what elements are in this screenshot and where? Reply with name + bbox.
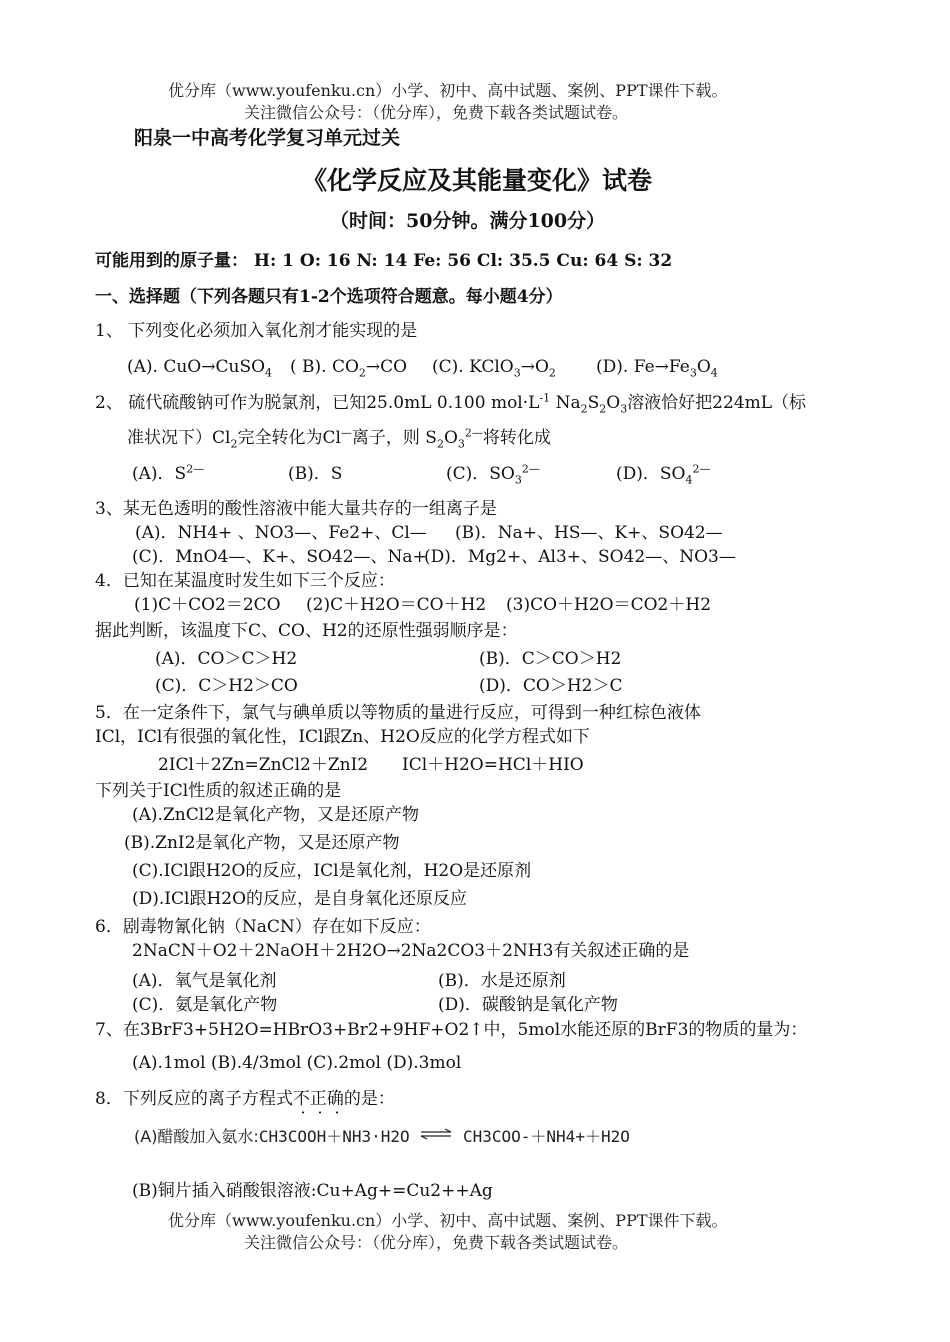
q5-stem-line-2: ICl，ICl有很强的氧化性，ICl跟Zn、H2O反应的化学方程式如下 bbox=[95, 727, 590, 747]
q5-equation-1: 2ICl＋2Zn=ZnCl2＋ZnI2 bbox=[158, 755, 369, 775]
q5-option-d: (D).ICl跟H2O的反应，是自身氧化还原反应 bbox=[132, 889, 468, 909]
q7-options: (A).1mol (B).4/3mol (C).2mol (D).3mol bbox=[132, 1053, 462, 1073]
school-title: 阳泉一中高考化学复习单元过关 bbox=[134, 127, 401, 149]
q4-option-a: (A)．CO＞C＞H2 bbox=[155, 649, 298, 669]
header-line-2: 关注微信公众号：（优分库），免费下载各类试题试卷。 bbox=[244, 103, 629, 122]
section-one-heading: 一、选择题（下列各题只有1-2个选项符合题意。每小题4分） bbox=[95, 287, 563, 307]
q4-reaction-3: (3)CO＋H2O＝CO2＋H2 bbox=[506, 595, 712, 615]
q1-option-c: (C). $KClO_3\to O_2$ bbox=[432, 357, 556, 380]
q6-option-a: (A)．氧气是氧化剂 bbox=[132, 971, 277, 991]
atomic-masses: 可能用到的原子量： H: 1 O: 16 N: 14 Fe: 56 Cl: 35.5 Cu: 64 S: 32 bbox=[95, 251, 673, 271]
q6-option-c: (C)．氨是氧化产物 bbox=[132, 995, 278, 1015]
equilibrium-arrow-icon bbox=[419, 1128, 453, 1140]
q2-option-a: (A)．$S^{2—}$ bbox=[132, 462, 205, 484]
footer-line-2: 关注微信公众号：（优分库），免费下载各类试题试卷。 bbox=[244, 1233, 629, 1252]
q8-option-a-equation: (A)醋酸加入氨水:CH3COOH＋NH3·H2O CH3COO-＋NH4+＋H2O bbox=[134, 1127, 630, 1146]
q2-stem-line-1: 2、 硫代硫酸钠可作为脱氯剂，已知25.0mL 0.100 $mol\cdot L^{-1}$ $Na_2S_2O_3$溶液恰好把224mL（标 bbox=[95, 391, 807, 416]
q1-stem: 1、 下列变化必须加入氧化剂才能实现的是 bbox=[95, 321, 418, 341]
exam-title: 《化学反应及其能量变化》试卷 bbox=[302, 166, 653, 195]
q1-option-b: ( B). $CO_2\to CO$ bbox=[290, 357, 408, 380]
q3-stem: 3、某无色透明的酸性溶液中能大量共存的一组离子是 bbox=[95, 499, 497, 519]
q3-option-b: (B)．Na+、HS—、K+、SO42— bbox=[455, 523, 723, 543]
exam-time: （时间：50分钟。满分100分） bbox=[330, 210, 606, 232]
q2-option-d: (D)．$SO_4^{2—}$ bbox=[616, 462, 711, 487]
q2-stem-line-2: 准状况下）$Cl_2$完全转化为Cl—离子，则 $S_2O_3^{2—}$将转化成 bbox=[127, 426, 551, 451]
q5-option-a: (A).ZnCl2是氧化产物，又是还原产物 bbox=[132, 805, 419, 825]
footer-line-1: 优分库（www.youfenku.cn）小学、初中、高中试题、案例、PPT课件下载。 bbox=[168, 1211, 728, 1230]
header-line-1: 优分库（www.youfenku.cn）小学、初中、高中试题、案例、PPT课件下载。 bbox=[168, 81, 728, 100]
q4-option-d: (D)．CO＞H2＞C bbox=[479, 676, 623, 696]
q2-option-b: (B)．S bbox=[288, 464, 343, 484]
q7-stem: 7、在3BrF3+5H2O=HBrO3+Br2+9HF+O2↑中，5mol水能还原的BrF3的物质的量为： bbox=[95, 1020, 808, 1040]
q3-option-a: (A)．NH4+ 、NO3—、Fe2+、Cl— bbox=[135, 523, 427, 543]
q6-option-b: (B)．水是还原剂 bbox=[438, 971, 566, 991]
q4-option-b: (B)．C＞CO＞H2 bbox=[479, 649, 622, 669]
q3-option-c: (C)．MnO4—、K+、SO42—、Na+ bbox=[132, 547, 427, 567]
q6-equation: 2NaCN＋O2＋2NaOH＋2H2O→2Na2CO3＋2NH3有关叙述正确的是 bbox=[132, 941, 690, 961]
q5-stem-line-1: 5．在一定条件下，氯气与碘单质以等物质的量进行反应，可得到一种红棕色液体 bbox=[95, 703, 701, 723]
q8-stem: 8．下列反应的离子方程式不正确的是： bbox=[95, 1089, 395, 1109]
q4-reaction-2: (2)C＋H2O＝CO＋H2 bbox=[306, 595, 487, 615]
q4-option-c: (C)．C＞H2＞CO bbox=[155, 676, 298, 696]
q1-option-a: (A). CuO→CuSO$_4$ bbox=[127, 357, 273, 380]
q8-option-b: (B)铜片插入硝酸银溶液:Cu+Ag+=Cu2++Ag bbox=[132, 1181, 493, 1201]
q4-judge: 据此判断，该温度下C、CO、H2的还原性强弱顺序是： bbox=[95, 621, 518, 641]
q6-stem: 6．剧毒物氰化钠（NaCN）存在如下反应： bbox=[95, 917, 431, 937]
q6-option-d: (D)．碳酸钠是氧化产物 bbox=[438, 995, 618, 1015]
q5-stem-line-3: 下列关于ICl性质的叙述正确的是 bbox=[95, 781, 342, 801]
q4-stem: 4．已知在某温度时发生如下三个反应： bbox=[95, 571, 395, 591]
q4-reaction-1: (1)C＋CO2＝2CO bbox=[134, 595, 281, 615]
q2-option-c: (C)．$SO_3^{2—}$ bbox=[446, 462, 540, 487]
q3-option-d: (D)．Mg2+、Al3+、SO42—、NO3— bbox=[424, 547, 736, 567]
q5-option-c: (C).ICl跟H2O的反应，ICl是氧化剂，H2O是还原剂 bbox=[132, 861, 532, 881]
q5-equation-2: ICl＋H2O=HCl＋HIO bbox=[402, 755, 584, 775]
q1-option-d: (D). $Fe\to Fe_3O_4$ bbox=[596, 357, 718, 380]
q5-option-b: (B).ZnI2是氧化产物，又是还原产物 bbox=[124, 833, 400, 853]
